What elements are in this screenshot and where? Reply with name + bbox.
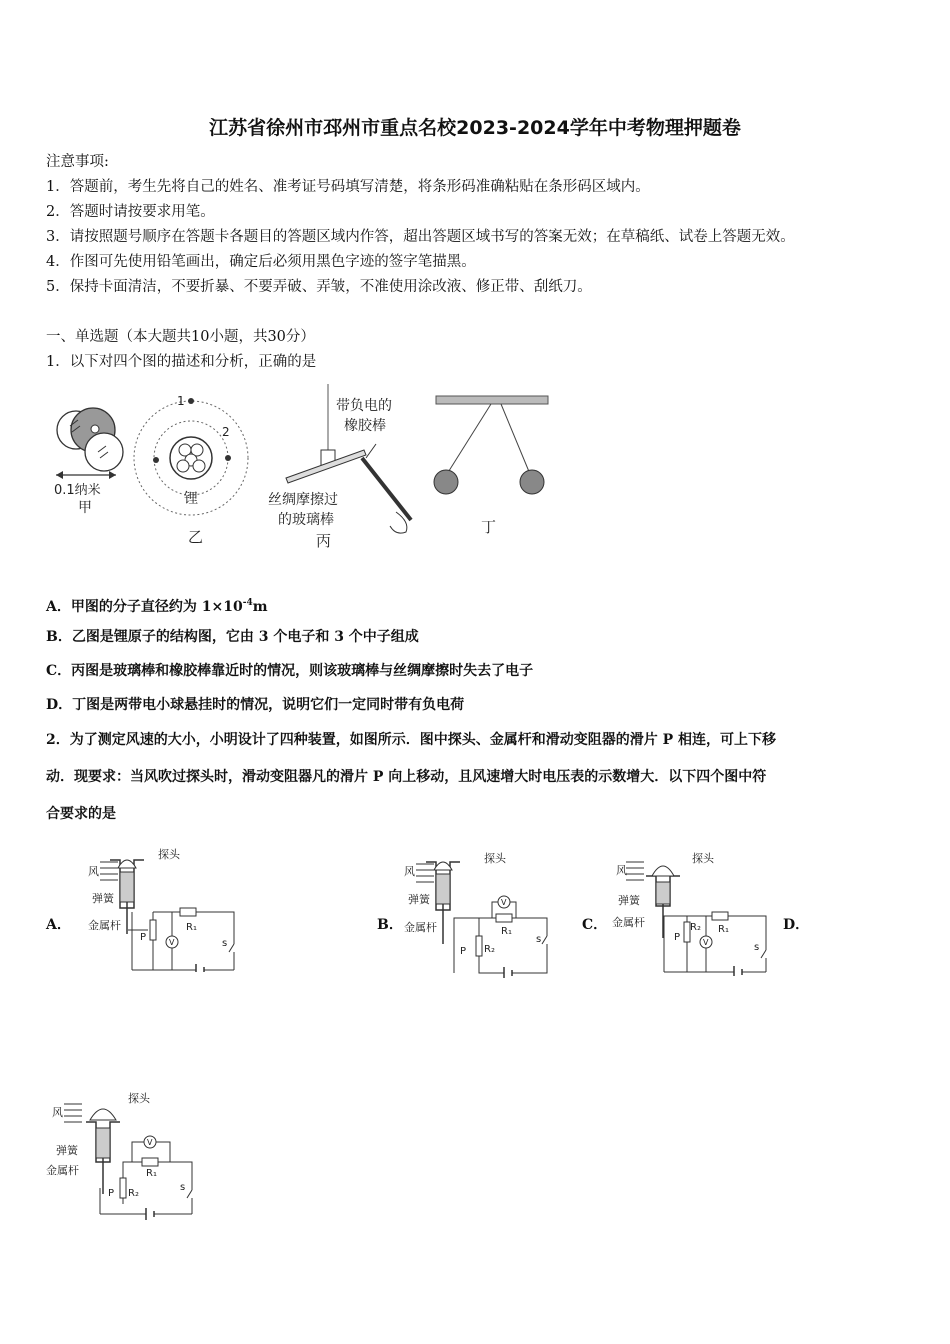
q1-option-a-unit: m [252, 598, 268, 615]
q1-option-b[interactable]: B．乙图是锂原子的结构图，它由 3 个电子和 3 个中子组成 [46, 629, 419, 645]
question-2-line-2: 动．现要求：当风吹过探头时，滑动变阻器凡的滑片 P 向上移动，且风速增大时电压表的示数增大．以下四个图中符 [46, 769, 767, 785]
r1-label: R₁ [501, 926, 512, 937]
circuit-a [88, 842, 248, 972]
q1-option-a-text: A．甲图的分子直径约为 1×10 [46, 598, 243, 615]
wind-label: 风 [52, 1106, 63, 1119]
r1-label: R₁ [186, 922, 197, 933]
slider-p-label: P [674, 932, 681, 943]
page-title: 江苏省徐州市邳州市重点名校2023-2024学年中考物理押题卷 [209, 117, 741, 139]
q1-option-c[interactable]: C．丙图是玻璃棒和橡胶棒靠近时的情况，则该玻璃棒与丝绸摩擦时失去了电子 [46, 663, 534, 679]
probe-label: 探头 [158, 848, 180, 861]
slider-p-label: P [140, 932, 147, 943]
probe-label: 探头 [484, 852, 506, 865]
q1-option-d[interactable]: D．丁图是两带电小球悬挂时的情况，说明它们一定同时带有负电荷 [46, 697, 465, 713]
r2-label: R₂ [128, 1188, 139, 1199]
voltmeter-label: V [703, 938, 709, 947]
spring-label: 弹簧 [408, 893, 430, 906]
voltmeter-label: V [147, 1138, 153, 1147]
slider-p-label: P [108, 1188, 115, 1199]
jia-scale-label: 0.1纳米 [54, 483, 101, 498]
rubber-rod-label-2: 橡胶棒 [344, 418, 386, 434]
wind-label: 风 [404, 865, 415, 878]
pendulum-figure [434, 396, 548, 536]
switch-label: s [536, 934, 542, 945]
switch-label: s [222, 938, 228, 949]
circuit-c [612, 846, 772, 976]
bing-label: 丙 [316, 532, 332, 550]
circuit-b [404, 848, 564, 978]
circuit-d [46, 1086, 216, 1226]
rod-label: 金属杆 [404, 921, 437, 934]
ding-label: 丁 [481, 518, 497, 536]
atom-figure [134, 394, 248, 546]
r1-label: R₁ [718, 924, 729, 935]
notice-item: 1．答题前，考生先将自己的姓名、准考证号码填写清楚，将条形码准确粘贴在条形码区域内。 [46, 179, 650, 195]
q1-figure [46, 380, 566, 560]
glass-rod-label-2: 的玻璃棒 [278, 512, 334, 528]
jia-label: 甲 [78, 500, 92, 516]
section-heading: 一、单选题（本大题共10小题，共30分） [46, 329, 315, 345]
rod-label: 金属杆 [46, 1164, 79, 1177]
spring-label: 弹簧 [56, 1144, 78, 1157]
molecule-figure [54, 408, 123, 516]
spring-label: 弹簧 [92, 892, 114, 905]
notice-item: 5．保持卡面清洁，不要折暴、不要弄破、弄皱，不准使用涂改液、修正带、刮纸刀。 [46, 279, 592, 295]
question-2-line-1: 2．为了测定风速的大小，小明设计了四种装置，如图所示．图中探头、金属杆和滑动变阻器的滑片 P 相连，可上下移 [46, 732, 777, 748]
notice-item: 2．答题时请按要求用笔。 [46, 204, 215, 220]
rod-label: 金属杆 [88, 919, 121, 932]
yi-label: 乙 [188, 528, 204, 546]
orbit-2-label: 2 [222, 425, 230, 439]
r2-label: R₂ [484, 944, 495, 955]
lithium-label: 锂 [184, 491, 198, 507]
question-2-line-3: 合要求的是 [46, 806, 116, 822]
switch-label: s [180, 1182, 186, 1193]
q2-option-d[interactable]: D． [783, 917, 810, 933]
rods-figure [268, 384, 411, 550]
notice-heading: 注意事项: [46, 154, 109, 170]
q2-option-a[interactable]: A． [46, 917, 71, 933]
slider-p-label: P [460, 946, 467, 957]
wind-label: 风 [88, 865, 99, 878]
q2-option-b[interactable]: B． [377, 917, 403, 933]
rubber-rod-label-1: 带负电的 [336, 398, 392, 414]
glass-rod-label-1: 丝绸摩擦过 [268, 492, 338, 508]
spring-label: 弹簧 [618, 894, 640, 907]
question-1-stem: 1．以下对四个图的描述和分析，正确的是 [46, 354, 317, 370]
voltmeter-label: V [169, 938, 175, 947]
switch-label: s [754, 942, 760, 953]
voltmeter-label: V [501, 898, 507, 907]
probe-label: 探头 [128, 1092, 150, 1105]
q1-option-a-exponent: -4 [242, 598, 253, 608]
notice-item: 3．请按照题号顺序在答题卡各题目的答题区域内作答，超出答题区域书写的答案无效；在草稿纸、试卷上答题无效。 [46, 229, 795, 245]
rod-label: 金属杆 [612, 916, 645, 929]
orbit-1-label: 1 [177, 394, 185, 408]
q2-option-c[interactable]: C． [582, 917, 608, 933]
probe-label: 探头 [692, 852, 714, 865]
wind-label: 风 [616, 864, 627, 877]
r2-label: R₂ [690, 922, 701, 933]
r1-label: R₁ [146, 1168, 157, 1179]
q1-option-a[interactable] [46, 593, 268, 617]
notice-item: 4．作图可先使用铅笔画出，确定后必须用黑色字迹的签字笔描黑。 [46, 254, 476, 270]
